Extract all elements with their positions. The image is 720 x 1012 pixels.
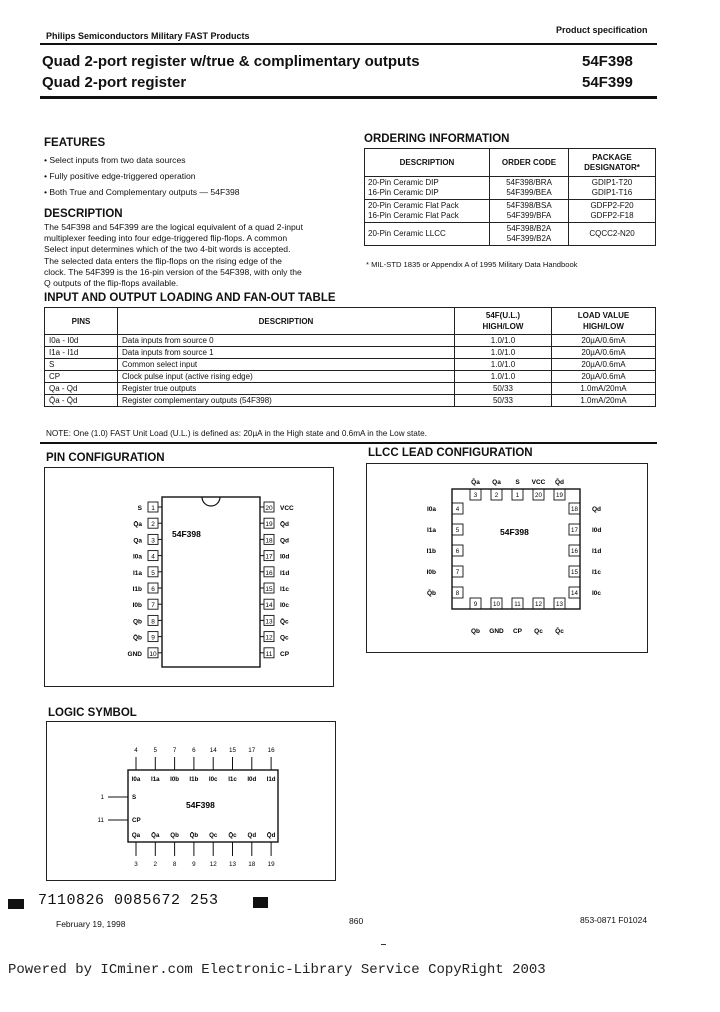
pin-number: 6 bbox=[192, 747, 196, 754]
pin-label: I1a bbox=[426, 527, 436, 534]
pin-number: 17 bbox=[248, 747, 256, 754]
pin-number: 9 bbox=[151, 634, 155, 642]
pin-number: 18 bbox=[265, 537, 273, 545]
pin-label: Qa bbox=[133, 537, 142, 545]
pin-number: 3 bbox=[151, 537, 155, 545]
pin-label: Qb bbox=[132, 618, 142, 626]
pin-label: Q̄d bbox=[554, 479, 565, 486]
barcode-number: 7110826 0085672 253 bbox=[38, 892, 219, 909]
pin-number: 16 bbox=[571, 548, 578, 555]
pin-label: I1c bbox=[228, 776, 237, 783]
pin-label: Qa bbox=[492, 479, 501, 486]
pin-label: I1d bbox=[266, 776, 276, 783]
pin-label: I0c bbox=[592, 590, 602, 597]
table-row: Q̄a - Q̄d Register complementary outputs (54F398) 50/33 1.0mA/20mA bbox=[45, 395, 656, 407]
features-list bbox=[44, 155, 344, 199]
pin-number: 13 bbox=[228, 861, 237, 868]
pin-number: 4 bbox=[134, 747, 138, 754]
pin-label: Q̄c bbox=[228, 832, 237, 839]
pin-label: S bbox=[132, 794, 137, 801]
pin-number: 11 bbox=[265, 650, 273, 658]
footer-date: February 19, 1998 bbox=[56, 919, 126, 929]
pin-label: I1c bbox=[592, 569, 602, 576]
pin-number: 7 bbox=[455, 569, 460, 576]
pin-number: 2 bbox=[153, 861, 158, 868]
pin-label: S bbox=[137, 505, 142, 512]
pin-label: Q̄a bbox=[471, 479, 480, 486]
pin-number: 2 bbox=[151, 521, 155, 529]
pin-label: VCC bbox=[280, 505, 294, 512]
pin-label: Qb bbox=[470, 628, 481, 635]
features-heading: FEATURES bbox=[44, 137, 106, 149]
pin-number: 5 bbox=[455, 527, 460, 534]
llcc-chip-label: 54F398 bbox=[500, 527, 529, 537]
pin-label: I0a bbox=[132, 553, 142, 561]
pin-chip-label: 54F398 bbox=[172, 529, 201, 539]
pin-label: I0d bbox=[592, 527, 602, 534]
pin-number: 4 bbox=[151, 553, 155, 561]
header-left: Philips Semiconductors Military FAST Products bbox=[46, 31, 250, 41]
pin-number: 13 bbox=[265, 618, 273, 626]
pin-label: I0b bbox=[170, 776, 180, 783]
pin-label: Q̄b bbox=[132, 634, 142, 642]
pin-label: I1b bbox=[426, 548, 436, 555]
pin-label: Q̄c bbox=[555, 628, 564, 635]
pin-label: Qb bbox=[170, 832, 179, 839]
pin-number: 16 bbox=[267, 747, 275, 754]
pin-label: Qc bbox=[280, 634, 289, 642]
pin-number: 17 bbox=[571, 527, 578, 534]
pin-label: I1d bbox=[280, 569, 290, 577]
pin-label: I1a bbox=[150, 776, 160, 783]
pin-number: 20 bbox=[265, 505, 273, 512]
pin-label: I0c bbox=[208, 776, 218, 783]
pin-config-heading: PIN CONFIGURATION bbox=[46, 452, 165, 464]
pin-label: CP bbox=[280, 650, 290, 658]
pin-label: I0a bbox=[426, 506, 436, 513]
pin-number: 12 bbox=[265, 634, 273, 642]
pin-number: 6 bbox=[151, 586, 155, 593]
table-row: S Common select input 1.0/1.0 20µA/0.6mA bbox=[45, 359, 656, 371]
pin-number: 7 bbox=[151, 602, 155, 610]
pin-number: 3 bbox=[134, 861, 138, 868]
pin-label: Q̄d bbox=[266, 832, 276, 839]
pin-number: 6 bbox=[455, 548, 460, 555]
pin-number: 11 bbox=[97, 817, 104, 824]
pin-label: I0d bbox=[247, 776, 257, 783]
pin-number: 20 bbox=[535, 492, 542, 499]
ordering-footnote: * MIL-STD 1835 or Appendix A of 1995 Military Data Handbook bbox=[366, 260, 578, 269]
pin-number: 8 bbox=[151, 618, 155, 626]
pin-label: I1d bbox=[592, 548, 602, 555]
header-right: Product specification bbox=[556, 25, 648, 35]
pin-number: 5 bbox=[151, 569, 155, 577]
pin-label: Qd bbox=[280, 537, 290, 545]
logic-symbol-diagram bbox=[46, 721, 336, 881]
feature-item: • Select inputs from two data sources bbox=[44, 155, 186, 165]
pin-number: 17 bbox=[265, 553, 273, 561]
feature-item: • Fully positive edge-triggered operation bbox=[44, 171, 196, 182]
pin-label: I0c bbox=[280, 602, 290, 610]
pin-number: 13 bbox=[556, 601, 563, 608]
pin-label: Q̄b bbox=[189, 832, 199, 839]
pin-label: Q̄a bbox=[133, 521, 142, 529]
logic-chip-label: 54F398 bbox=[186, 800, 215, 810]
pin-number: 15 bbox=[228, 747, 237, 754]
pin-label: Qa bbox=[131, 832, 141, 839]
description-text: The 54F398 and 54F399 are the logical equivalent of a quad 2-input multiplexer feeding into four edge-triggered flip-flops. A common Select input determines which of the two 4-bit words is accepted. The selected data enters the flip-flops on the rising edge of the clock. The 54F399 is the 16-pin version of the 54F398, with only the Q outputs of the flip-flops available. bbox=[44, 222, 303, 289]
table-row: 20-Pin Ceramic DIP 16-Pin Ceramic DIP 54F398/BRA 54F399/BEA GDIP1-T20 GDIP1-T16 bbox=[365, 177, 656, 200]
pin-label: Q̄a bbox=[151, 832, 160, 839]
pin-number: 1 bbox=[100, 794, 104, 801]
pin-label: I0b bbox=[426, 569, 436, 576]
table-row: 20-Pin Ceramic Flat Pack 16-Pin Ceramic Flat Pack 54F398/BSA 54F399/BFA GDFP2-F20 GDFP2-F18 bbox=[365, 200, 656, 223]
pin-label: Q̄b bbox=[426, 590, 436, 597]
pin-number: 14 bbox=[265, 602, 273, 610]
pin-label: I1c bbox=[280, 586, 290, 593]
pin-number: 5 bbox=[153, 747, 158, 754]
pin-number: 12 bbox=[209, 861, 217, 868]
footer-page: 860 bbox=[349, 916, 364, 926]
pin-number: 14 bbox=[209, 747, 217, 754]
pin-number: 4 bbox=[455, 506, 460, 513]
pin-number: 10 bbox=[149, 650, 157, 658]
pin-label: CP bbox=[132, 817, 141, 824]
pin-number: 2 bbox=[494, 492, 499, 499]
pin-label: Qd bbox=[592, 506, 602, 513]
footer-doc-number: 853-0871 F01024 bbox=[580, 915, 648, 925]
pin-number: 15 bbox=[571, 569, 578, 576]
pin-config-diagram bbox=[44, 467, 334, 687]
logic-heading: LOGIC SYMBOL bbox=[48, 707, 137, 719]
pin-number: 11 bbox=[514, 601, 521, 608]
pin-number: 8 bbox=[172, 861, 177, 868]
pin-label: Qc bbox=[209, 832, 218, 839]
feature-item: • Both True and Complementary outputs — 54F398 bbox=[44, 187, 240, 198]
pin-number: 18 bbox=[248, 861, 256, 868]
pin-label: I1b bbox=[132, 586, 142, 593]
pin-label: I1a bbox=[132, 569, 142, 577]
io-heading: INPUT AND OUTPUT LOADING AND FAN-OUT TABLE bbox=[44, 292, 336, 304]
barcode-mark bbox=[8, 899, 24, 909]
table-row: I0a - I0d Data inputs from source 0 1.0/1.0 20µA/0.6mA bbox=[45, 335, 656, 347]
llcc-diagram bbox=[366, 463, 648, 653]
pin-number: 10 bbox=[493, 601, 500, 608]
pin-number: 18 bbox=[571, 506, 578, 513]
pin-number: 16 bbox=[265, 569, 273, 577]
pin-label: VCC bbox=[531, 479, 546, 486]
pin-number: 9 bbox=[192, 861, 196, 868]
pin-number: 7 bbox=[172, 747, 177, 754]
pin-label: I0a bbox=[131, 776, 141, 783]
pin-label: CP bbox=[512, 628, 523, 635]
pin-number: 15 bbox=[265, 586, 273, 593]
description-heading: DESCRIPTION bbox=[44, 208, 123, 220]
title-line-2: Quad 2-port register bbox=[42, 74, 187, 91]
pin-number: 9 bbox=[473, 601, 478, 608]
pin-number: 3 bbox=[473, 492, 478, 499]
pin-label: Q̄c bbox=[280, 618, 289, 626]
part-number-1: 54F398 bbox=[582, 53, 633, 70]
table-row: 20-Pin Ceramic LLCC 54F398/B2A 54F399/B2A CQCC2-N20 bbox=[365, 223, 656, 246]
powered-by: Powered by ICminer.com Electronic-Library Service CopyRight 2003 bbox=[8, 962, 546, 978]
table-row: I1a - I1d Data inputs from source 1 1.0/1.0 20µA/0.6mA bbox=[45, 347, 656, 359]
pin-label: S bbox=[515, 479, 520, 486]
llcc-heading: LLCC LEAD CONFIGURATION bbox=[368, 447, 533, 459]
pin-label: I0d bbox=[280, 553, 290, 561]
pin-label: Qc bbox=[534, 628, 543, 635]
pin-label: GND bbox=[489, 628, 504, 635]
pin-label: Q̄d bbox=[280, 521, 290, 529]
pin-label: I0b bbox=[132, 602, 142, 610]
pin-number: 12 bbox=[535, 601, 542, 608]
io-note: NOTE: One (1.0) FAST Unit Load (U.L.) is defined as: 20µA in the High state and 0.6mA in the Low state. bbox=[46, 429, 427, 438]
pin-number: 14 bbox=[571, 590, 578, 597]
pin-label: I1b bbox=[189, 776, 199, 783]
pin-label: GND bbox=[127, 650, 142, 658]
pin-number: 1 bbox=[515, 492, 520, 499]
pin-number: 8 bbox=[455, 590, 460, 597]
barcode-mark bbox=[253, 897, 268, 908]
part-number-2: 54F399 bbox=[582, 74, 633, 91]
table-row: Qa - Qd Register true outputs 50/33 1.0mA/20mA bbox=[45, 383, 656, 395]
pin-number: 19 bbox=[556, 492, 563, 499]
table-row: CP Clock pulse input (active rising edge) 1.0/1.0 20µA/0.6mA bbox=[45, 371, 656, 383]
pin-number: 1 bbox=[151, 505, 155, 512]
ordering-table: DESCRIPTION ORDER CODE PACKAGE DESIGNATOR* 20-Pin Ceramic DIP 16-Pin Ceramic DIP 54F398/BRA 54F399/BEA GDIP1-T20 GDIP1-T16 20-Pin Ceramic Flat Pack 16-Pin Ceramic Flat Pack 54F398/BSA 54F399/BFA GDFP2-F20 GDFP2-F18 20-Pin Ceramic LLCC 54F398/B2A 54F399/B2A CQCC2-N20 bbox=[364, 148, 656, 246]
io-table: PINS DESCRIPTION 54F(U.L.) HIGH/LOW LOAD VALUE HIGH/LOW I0a - I0d Data inputs from source 0 1.0/1.0 20µA/0.6mA I1a - I1d Data inputs from source 1 1.0/1.0 20µA/0.6mA S Common select input 1.0/1.0 20µA/0.6mA CP Clock pulse input (active rising edge) 1.0/1.0 20µA/0.6mA Qa - Qd Register true outputs 50/33 1.0mA/20mA Q̄a - Q̄d Register complementary outputs (54F398) 50/33 1.0mA/20mA bbox=[44, 307, 656, 407]
title-line-1: Quad 2-port register w/true & complimentary outputs bbox=[42, 53, 420, 70]
pin-label: Qd bbox=[247, 832, 257, 839]
pin-number: 19 bbox=[265, 521, 273, 529]
ordering-heading: ORDERING INFORMATION bbox=[364, 133, 510, 145]
pin-number: 19 bbox=[267, 861, 275, 868]
